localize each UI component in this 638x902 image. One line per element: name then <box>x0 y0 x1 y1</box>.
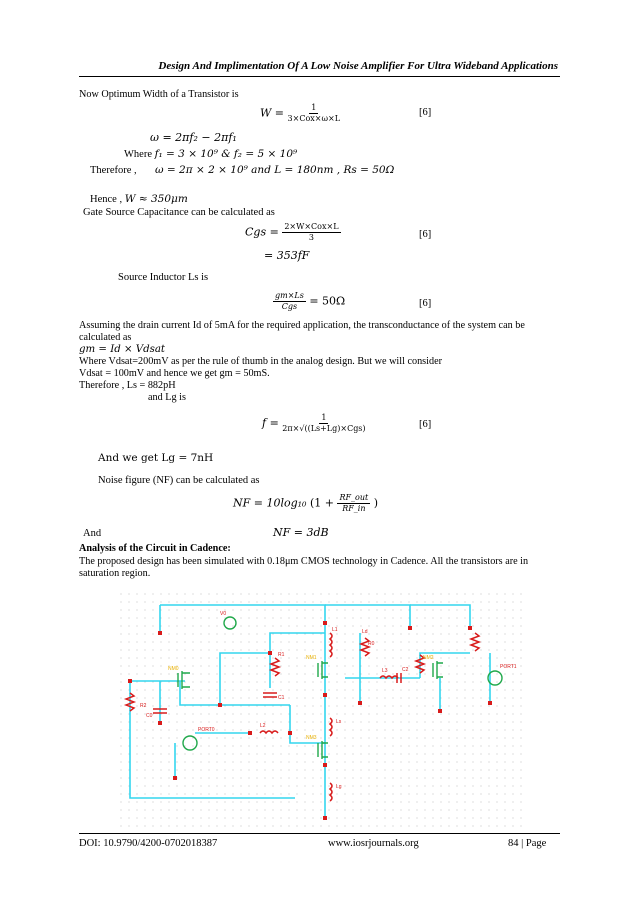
header-rule <box>79 76 560 77</box>
label-nm1: NM1 <box>306 655 317 661</box>
hence-label: Hence , <box>90 194 123 205</box>
f-den: 2π×√((Ls+Lg)×Cgs) <box>282 424 366 433</box>
nf-paren-close: ) <box>373 496 379 510</box>
and-label: And <box>83 528 102 539</box>
ref-2: [6] <box>419 229 432 240</box>
cgs-den: 3 <box>308 233 314 242</box>
ls-intro: Source Inductor Ls is <box>118 272 209 283</box>
label-port1: PORT1 <box>500 664 517 670</box>
label-nm3: NM3 <box>306 735 317 741</box>
ls-fraction <box>273 291 306 312</box>
nf-equation <box>233 493 378 514</box>
therefore-label: Therefore , <box>90 165 137 176</box>
footer-site[interactable]: www.iosrjournals.org <box>328 838 419 849</box>
cgs-equation <box>245 222 341 243</box>
label-c2: C2 <box>402 667 409 673</box>
ls-equation <box>273 291 345 312</box>
label-ld: Ld <box>362 629 368 635</box>
label-r0: R0 <box>368 641 375 647</box>
width-lhs: W = <box>260 106 285 120</box>
lg-result: And we get Lg = 7nH <box>98 452 214 464</box>
section-line-1: The proposed design has been simulated with 0.18μm CMOS technology in Cadence. All the transistors are in <box>79 556 529 567</box>
para-line-7: and Lg is <box>148 392 186 403</box>
cgs-fraction <box>282 222 340 243</box>
label-lg: Lg <box>336 784 342 790</box>
para-line-6: Therefore , Ls = 882pH <box>79 380 176 391</box>
label-nm2: NM2 <box>423 655 434 661</box>
schematic-grid <box>120 593 522 833</box>
label-ls: Ls <box>336 719 342 725</box>
footer-page-number: 84 | Page <box>508 838 547 849</box>
cgs-intro: Gate Source Capacitance can be calculated as <box>83 207 275 218</box>
ref-3: [6] <box>419 298 432 309</box>
para-line-3: gm = Id × Vdsat <box>79 344 166 355</box>
running-header: Design And Implimentation Of A Low Noise Amplifier For Ultra Wideband Applications <box>158 60 558 72</box>
nf-den: RF_in <box>342 504 366 513</box>
label-l1: L1 <box>332 627 338 633</box>
label-r1: R1 <box>278 652 285 658</box>
ls-num: gm×Ls <box>275 291 304 300</box>
ls-den: Cgs <box>281 302 298 311</box>
cgs-value: = 353fF <box>264 249 310 262</box>
frequency-values: f₁ = 3 × 10⁹ & f₂ = 5 × 10⁹ <box>154 148 298 160</box>
label-l3: L3 <box>382 668 388 674</box>
width-fraction <box>288 103 340 124</box>
width-den: 3×Cox×ω×L <box>287 114 341 123</box>
para-line-1: Assuming the drain current Id of 5mA for the required application, the transconductance of the system can be <box>79 320 525 331</box>
para-line-2: calculated as <box>79 332 132 343</box>
hence-line <box>90 193 188 205</box>
ref-4: [6] <box>419 419 432 430</box>
label-nm0: NM0 <box>168 666 179 672</box>
f-fraction <box>282 413 365 434</box>
where-frequencies <box>124 148 297 160</box>
width-equation <box>260 103 340 124</box>
cgs-num: 2×W×Cox×L <box>284 222 339 231</box>
label-v0: V0 <box>220 611 227 617</box>
label-port0: PORT0 <box>198 727 215 733</box>
f-equation <box>262 413 366 434</box>
para-line-4: Where Vdsat=200mV as per the rule of thumb in the analog design. But we will consider <box>79 356 442 367</box>
section-heading: Analysis of the Circuit in Cadence: <box>79 543 231 554</box>
label-c1: C1 <box>278 695 285 701</box>
nf-num: RF_out <box>339 493 369 502</box>
para-line-5: Vdsat = 100mV and hence we get gm = 50mS. <box>79 368 270 379</box>
nf-fraction <box>337 493 370 514</box>
cadence-schematic <box>120 593 522 833</box>
therefore-line <box>90 164 394 176</box>
ref-1: [6] <box>419 107 432 118</box>
f-lhs: f = <box>262 416 279 430</box>
f-num: 1 <box>321 413 327 422</box>
nf-value: NF = 3dB <box>273 526 329 539</box>
omega-definition: ω = 2πf₂ − 2πf₁ <box>150 131 237 144</box>
footer-doi: DOI: 10.9790/4200-0702018387 <box>79 838 218 849</box>
therefore-equation: ω = 2π × 2 × 10⁹ and L = 180nm , Rs = 50Ω <box>155 164 395 176</box>
cgs-lhs: Cgs = <box>245 225 279 239</box>
label-c0: C0 <box>146 713 153 719</box>
section-line-2: saturation region. <box>79 568 151 579</box>
width-result: W ≈ 350μm <box>124 193 188 205</box>
nf-paren-open: (1 + <box>309 496 334 510</box>
label-r2: R2 <box>140 703 147 709</box>
label-l2: L2 <box>260 723 266 729</box>
where-label: Where <box>124 149 152 160</box>
nf-lhs: NF = 10log₁₀ <box>233 496 307 510</box>
footer-rule <box>79 833 560 834</box>
width-num: 1 <box>311 103 317 112</box>
intro-text: Now Optimum Width of a Transistor is <box>79 89 239 100</box>
nf-intro: Noise figure (NF) can be calculated as <box>98 475 260 486</box>
ls-rhs: = 50Ω <box>309 294 346 308</box>
